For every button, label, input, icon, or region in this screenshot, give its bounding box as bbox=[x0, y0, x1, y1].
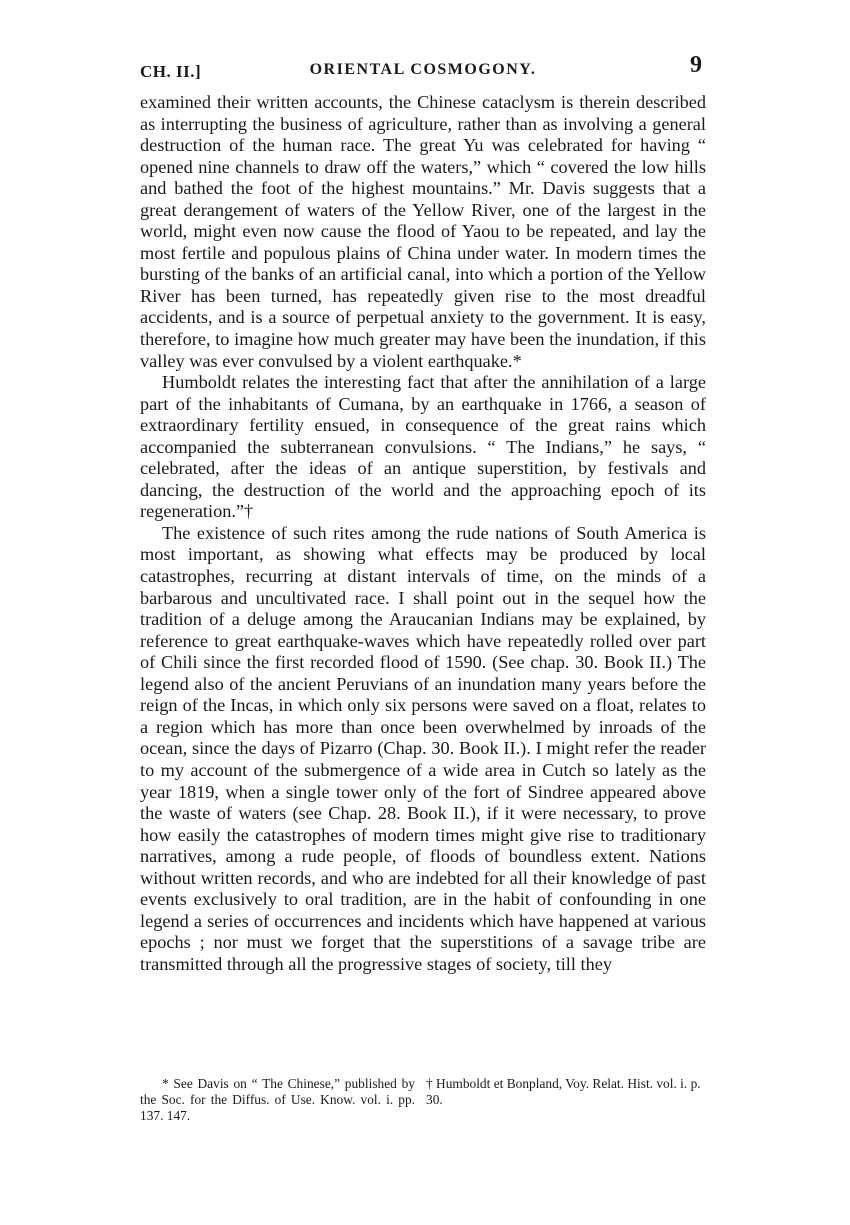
footnote-davis: * See Davis on “ The Chinese,” published by the Soc. for the Diffus. of Use. Know. vol. i. pp. 137. 147. bbox=[140, 1076, 415, 1123]
book-page bbox=[140, 52, 706, 1123]
chapter-reference: CH. II.] bbox=[140, 62, 202, 81]
running-head bbox=[140, 52, 706, 92]
paragraph-south-america-rites: The existence of such rites among the rude nations of South America is most important, as showing what effects may be produced by local catastrophes, recurring at distant intervals of time, on the minds of a barbarous and uncultivated race. I shall point out in the sequel how the tradition of a deluge among the Araucanian Indians may be explained, by reference to great earthquake-waves which have repeatedly rolled over part of Chili since the first recorded flood of 1590. (See chap. 30. Book II.) The legend also of the ancient Peruvians of an inundation many years before the reign of the Incas, in which only six persons were saved on a float, relates to a region which has more than once been overwhelmed by inroads of the ocean, since the days of Pizarro (Chap. 30. Book II.). I might refer the reader to my account of the submergence of a wide area in Cutch so lately as the year 1819, when a single tower only of the fort of Sindree appeared above the waste of waters (see Chap. 28. Book II.), if it were necessary, to prove how easily the catastrophes of modern times might give rise to traditionary narratives, among a rude people, of floods of boundless extent. Nations without written records, and who are indebted for all their knowledge of past events exclusively to oral tradition, are in the habit of confounding in one legend a series of occurrences and incidents which have happened at various epochs ; nor must we forget that the superstitions of a savage tribe are transmitted through all the progressive stages of society, till they bbox=[140, 522, 706, 974]
footnote-humboldt: † Humboldt et Bonpland, Voy. Relat. Hist. vol. i. p. 30. bbox=[426, 1076, 701, 1107]
body-text bbox=[140, 92, 706, 975]
paragraph-continuation: examined their written accounts, the Chinese cataclysm is therein described as interrupting the business of agriculture, rather than as involving a general destruction of the human race. The great Yu was celebrated for having “ opened nine channels to draw off the waters,” which “ covered the low hills and bathed the foot of the highest mountains.” Mr. Davis suggests that a great derangement of waters of the Yellow River, one of the largest in the world, might even now cause the flood of Yaou to be repeated, and lay the most fertile and populous plains of China under water. In modern times the bursting of the banks of an artificial canal, into which a portion of the Yellow River has been turned, has repeatedly given rise to the most dreadful accidents, and is a source of perpetual anxiety to the government. It is easy, therefore, to imagine how much greater may have been the inundation, if this valley was ever convulsed by a violent earthquake.* bbox=[140, 92, 706, 371]
paragraph-humboldt-cumana: Humboldt relates the interesting fact that after the annihilation of a large part of the inhabitants of Cumana, by an earthquake in 1766, a season of extraordinary fertility ensued, in consequence of the great rains which accompanied the subterranean convulsions. “ The Indians,” he says, “ celebrated, after the ideas of an antique superstition, by festivals and dancing, the destruction of the world and the approaching epoch of its regeneration.”† bbox=[140, 372, 706, 522]
footnotes bbox=[140, 1076, 706, 1124]
page-number: 9 bbox=[690, 52, 702, 78]
running-title: ORIENTAL COSMOGONY. bbox=[309, 61, 537, 78]
